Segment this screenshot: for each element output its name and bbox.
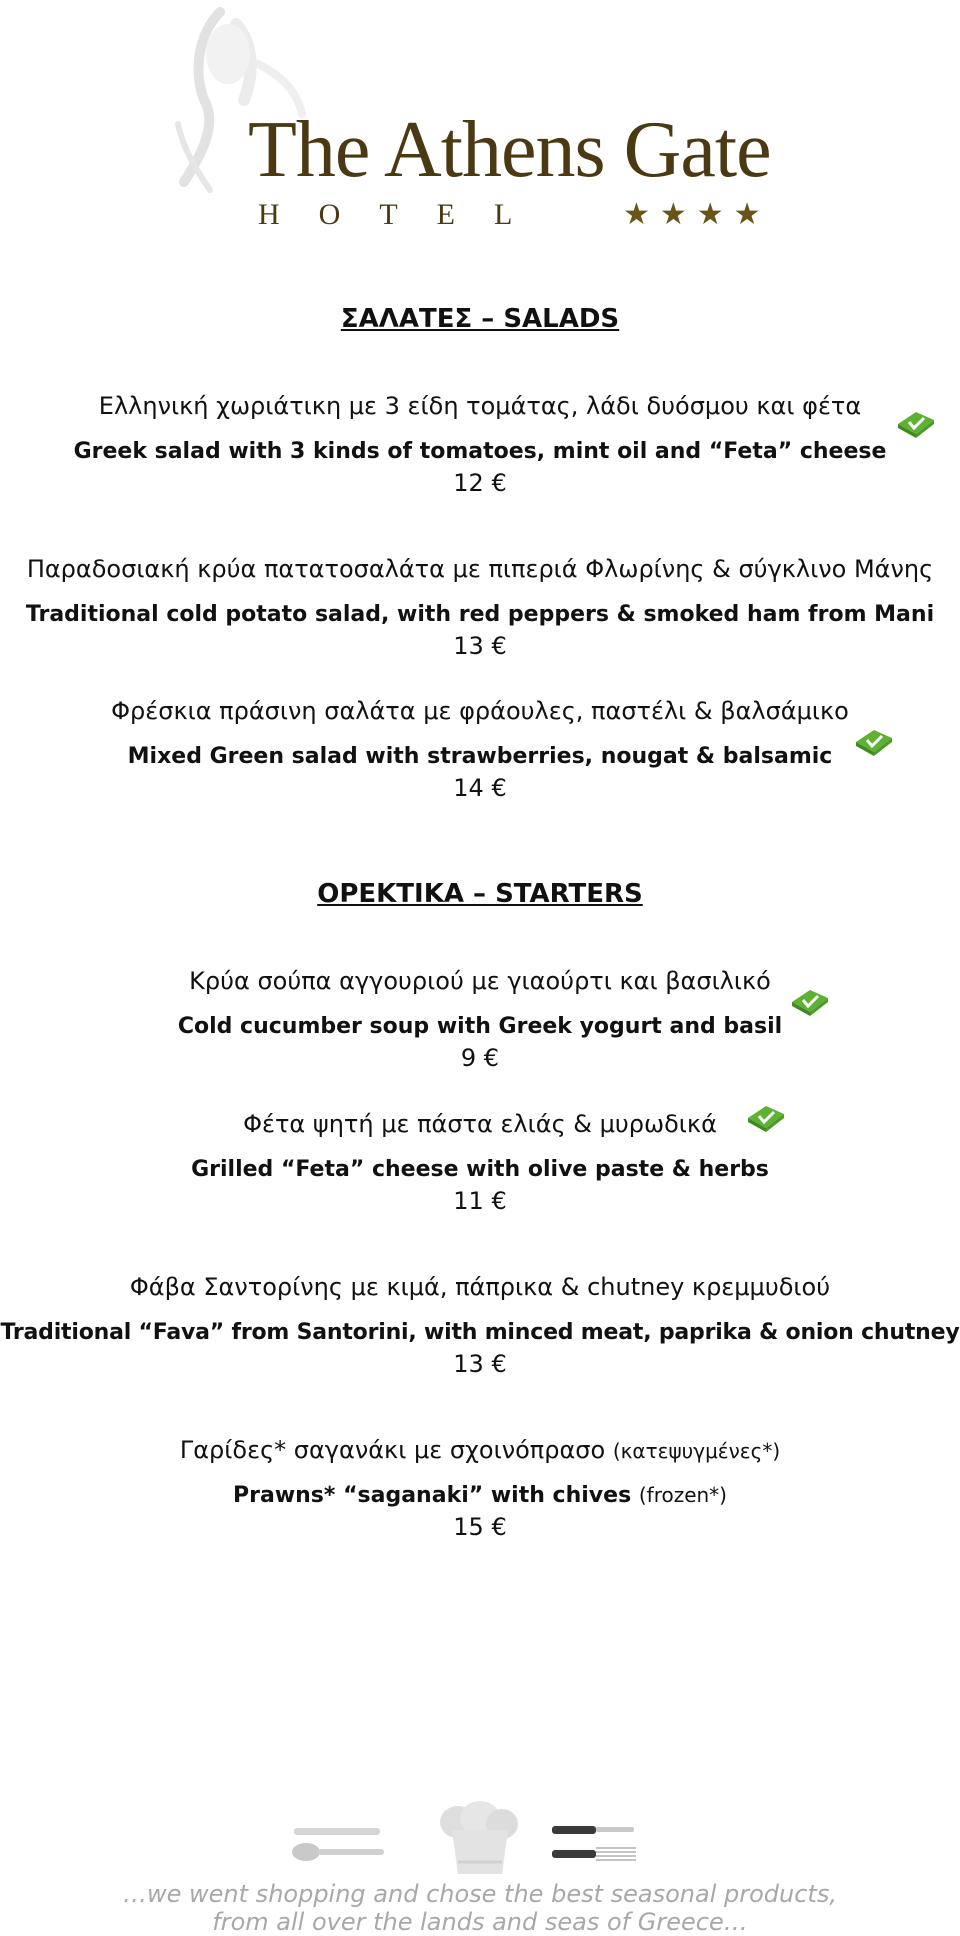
item-price: 9 € bbox=[460, 1044, 500, 1072]
hotel-logo bbox=[158, 4, 808, 236]
item-greek-line bbox=[0, 1438, 960, 1462]
logo-hotel-name: The Athens Gate bbox=[248, 106, 771, 194]
logo-stars: ★★★★ bbox=[623, 197, 771, 232]
item-greek-name: Παραδοσιακή κρύα πατατοσαλάτα με πιπεριά Φλωρίνης & σύγκλινο Μάνης bbox=[26, 555, 934, 583]
section-heading-starters: ΟΡΕΚΤΙΚΑ – STARTERS bbox=[317, 879, 643, 909]
item-greek-name: Ελληνική χωριάτικη με 3 είδη τομάτας, λάδι δυόσμου και φέτα bbox=[98, 392, 862, 420]
item-greek-name: Φάβα Σαντορίνης με κιμά, πάπρικα & chutney κρεμμυδιού bbox=[129, 1273, 831, 1301]
item-english-name: Traditional cold potato salad, with red peppers & smoked ham from Mani bbox=[25, 602, 935, 627]
item-greek-name: Κρύα σούπα αγγουριού με γιαούρτι και βασιλικό bbox=[189, 967, 771, 995]
footer-tagline-line2: from all over the lands and seas of Greece… bbox=[212, 1908, 748, 1936]
fork-knife-icon bbox=[552, 1826, 636, 1860]
footer-cutlery-chef-hat-art bbox=[290, 1800, 650, 1880]
item-english-name: Cold cucumber soup with Greek yogurt and basil bbox=[177, 1014, 783, 1039]
item-price: 14 € bbox=[453, 774, 507, 802]
footer-tagline-line1: …we went shopping and chose the best seasonal products, bbox=[123, 1880, 837, 1908]
item-greek-name: Φρέσκια πράσινη σαλάτα με φράουλες, παστέλι & βαλσάμικο bbox=[111, 697, 849, 725]
item-price: 15 € bbox=[453, 1513, 507, 1541]
chef-hat-icon bbox=[440, 1801, 518, 1874]
vegetarian-leaf-icon bbox=[788, 988, 830, 1016]
item-english-name: Grilled “Feta” cheese with olive paste & herbs bbox=[191, 1157, 769, 1182]
section-heading-salads: ΣΑΛΑΤΕΣ – SALADS bbox=[340, 304, 620, 334]
item-english-note: (frozen*) bbox=[638, 1483, 727, 1507]
item-english-name: Traditional “Fava” from Santorini, with minced meat, paprika & onion chutney bbox=[0, 1320, 960, 1345]
item-greek-name: Φέτα ψητή με πάστα ελιάς & μυρωδικά bbox=[243, 1110, 717, 1138]
item-english-line bbox=[0, 1485, 960, 1507]
logo-hotel-word: HOTEL bbox=[258, 198, 552, 231]
item-price: 13 € bbox=[453, 1350, 507, 1378]
item-greek-note: (κατεψυγμένες*) bbox=[612, 1439, 781, 1463]
vegetarian-leaf-icon bbox=[744, 1104, 786, 1132]
item-price: 11 € bbox=[453, 1187, 507, 1215]
vegetarian-leaf-icon bbox=[894, 410, 936, 438]
spoon-knife-icon bbox=[292, 1828, 384, 1861]
item-greek-name: Γαρίδες* σαγανάκι με σχοινόπρασο bbox=[179, 1436, 606, 1464]
vegetarian-leaf-icon bbox=[852, 728, 894, 756]
item-price: 13 € bbox=[453, 632, 507, 660]
item-english-name: Greek salad with 3 kinds of tomatoes, mint oil and “Feta” cheese bbox=[73, 439, 887, 464]
item-english-name: Mixed Green salad with strawberries, nougat & balsamic bbox=[127, 744, 833, 769]
item-price: 12 € bbox=[453, 469, 507, 497]
item-english-name: Prawns* “saganaki” with chives bbox=[233, 1483, 632, 1508]
